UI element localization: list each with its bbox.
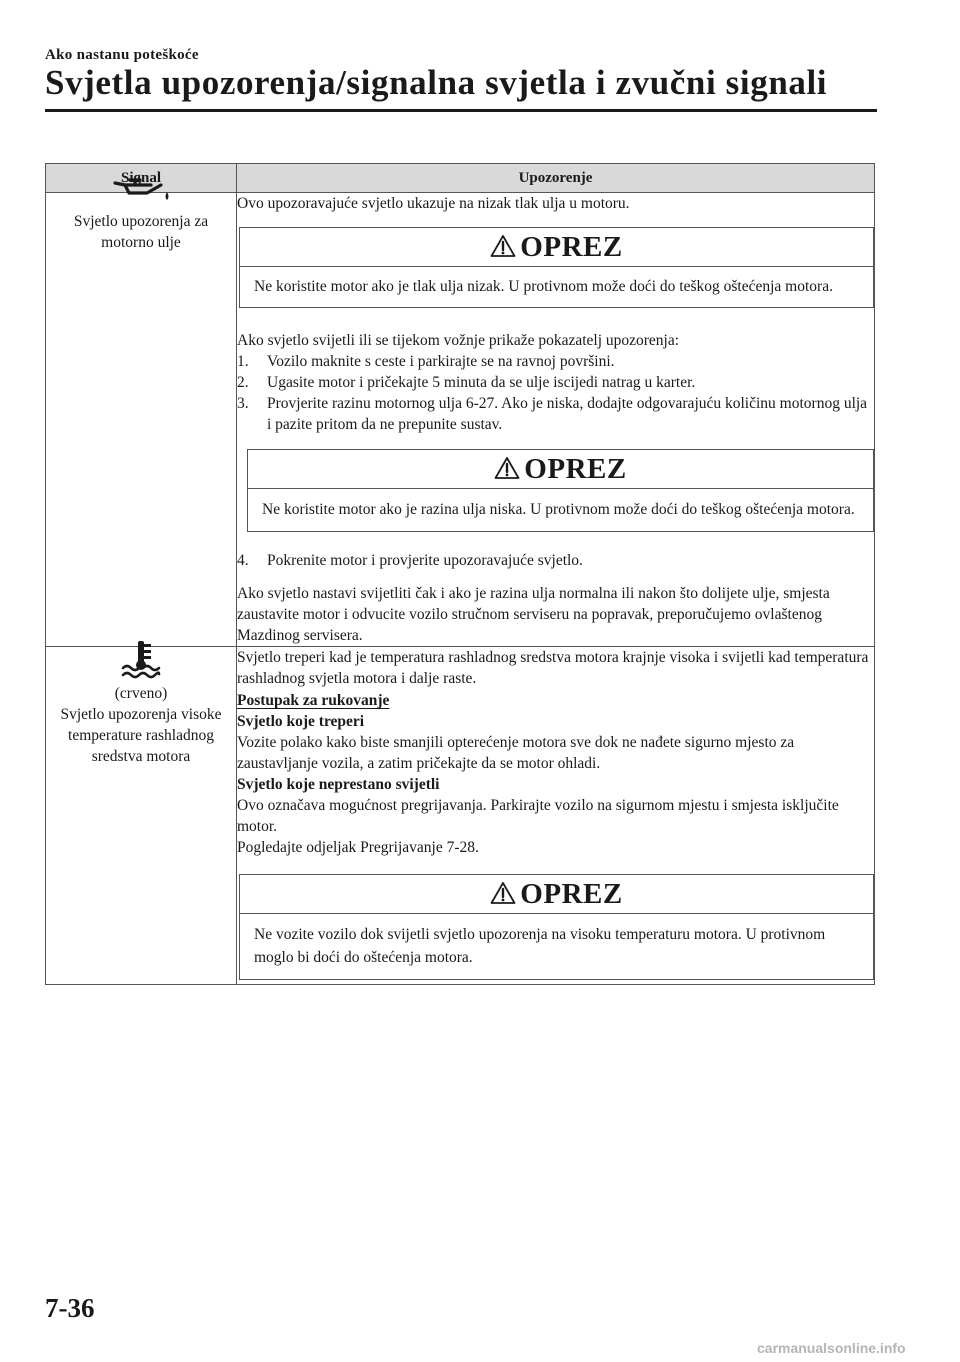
- coolant-temperature-icon: [120, 639, 162, 679]
- list-item: 4. Pokrenite motor i provjerite upozoravajuće svjetlo.: [237, 552, 583, 569]
- caution-header: [248, 450, 873, 489]
- warning-lights-table: [45, 163, 875, 985]
- warning-cell: [237, 647, 875, 985]
- list-item: 1. Vozilo maknite s ceste i parkirajte se na ravnoj površini.: [237, 353, 615, 370]
- warning-triangle-icon: [494, 456, 520, 480]
- signal-cell: [46, 647, 237, 985]
- list-item: 3. Provjerite razinu motornog ulja 6-27. Ako je niska, dodajte odgovarajuću količinu motornog ulja i pazite pritom da ne prepunite sustav.: [237, 395, 868, 433]
- steps-intro: Ako svjetlo svijetli ili se tijekom vožnje prikaže pokazatelj upozorenja:: [237, 332, 680, 349]
- caution-title: OPREZ: [524, 452, 627, 485]
- page-title: Svjetla upozorenja/signalna svjetla i zvučni signali: [45, 63, 828, 102]
- warning-cell: [237, 193, 875, 647]
- column-header-signal: Signal: [46, 164, 237, 193]
- list-item: 2. Ugasite motor i pričekajte 5 minuta da se ulje iscijedi natrag u karter.: [237, 374, 696, 391]
- warning-triangle-icon: [490, 234, 516, 258]
- steps-list: [237, 550, 874, 571]
- caution-text: Ne vozite vozilo dok svijetli svjetlo upozorenja na visoku temperaturu motora. U protivnom moglo bi doći do oštećenja motora.: [254, 926, 826, 966]
- signal-color: (crveno): [114, 685, 168, 702]
- table-row: [46, 193, 875, 647]
- blinking-text: Vozite polako kako biste smanjili opterećenje motora sve dok ne nađete sigurno mjesto za zaustavljanje vozila, a zatim pričekajte da se motor ohladi.: [237, 734, 795, 772]
- title-divider: [45, 109, 877, 112]
- steady-heading: Svjetlo koje neprestano svijetli: [237, 776, 440, 793]
- caution-header: [240, 228, 873, 267]
- page-number: 7-36: [45, 1293, 95, 1323]
- table-row: [46, 647, 875, 985]
- caution-box: [239, 227, 874, 308]
- signal-cell: [46, 193, 237, 647]
- steps-list: [237, 351, 874, 435]
- section-heading: Ako nastanu poteškoće: [45, 47, 199, 63]
- procedure-heading: Postupak za rukovanje: [237, 692, 390, 709]
- spacer: [237, 571, 874, 583]
- warning-triangle-icon: [490, 881, 516, 905]
- oil-can-icon: [109, 175, 173, 205]
- blinking-heading: Svjetlo koje treperi: [237, 713, 365, 730]
- signal-label: Svjetlo upozorenja visoke temperature rashladnog sredstva motora: [60, 706, 222, 765]
- caution-text: Ne koristite motor ako je razina ulja niska. U protivnom može doći do teškog oštećenja motora.: [262, 501, 855, 518]
- watermark: carmanualsonline.info: [757, 1340, 906, 1356]
- warning-intro: Ovo upozoravajuće svjetlo ukazuje na nizak tlak ulja u motoru.: [237, 195, 630, 212]
- closing-text: Ako svjetlo nastavi svijetliti čak i ako je razina ulja normalna ili nakon što dolijete ulje, smjesta zaustavite motor i odvucite vozilo stručnom serviseru na popravak, preporučujemo ovlaštenog Mazdinog servisera.: [237, 585, 830, 644]
- caution-header: [240, 875, 873, 914]
- caution-title: OPREZ: [520, 877, 623, 910]
- caution-box: [239, 874, 874, 980]
- reference-text: Pogledajte odjeljak Pregrijavanje 7-28.: [237, 839, 479, 856]
- spacer: [237, 322, 874, 330]
- warning-intro: Svjetlo treperi kad je temperatura rashladnog sredstva motora krajnje visoka i svijetli kad temperatura rashladnog svjetla motora i dalje raste.: [237, 649, 869, 687]
- caution-box: [247, 449, 874, 532]
- column-header-warning: Upozorenje: [237, 164, 875, 193]
- steady-text: Ovo označava mogućnost pregrijavanja. Parkirajte vozilo na sigurnom mjestu i smjesta isključite motor.: [237, 797, 839, 835]
- signal-label: Svjetlo upozorenja za motorno ulje: [73, 213, 209, 251]
- caution-title: OPREZ: [520, 230, 623, 263]
- caution-text: Ne koristite motor ako je tlak ulja nizak. U protivnom može doći do teškog oštećenja motora.: [254, 278, 833, 295]
